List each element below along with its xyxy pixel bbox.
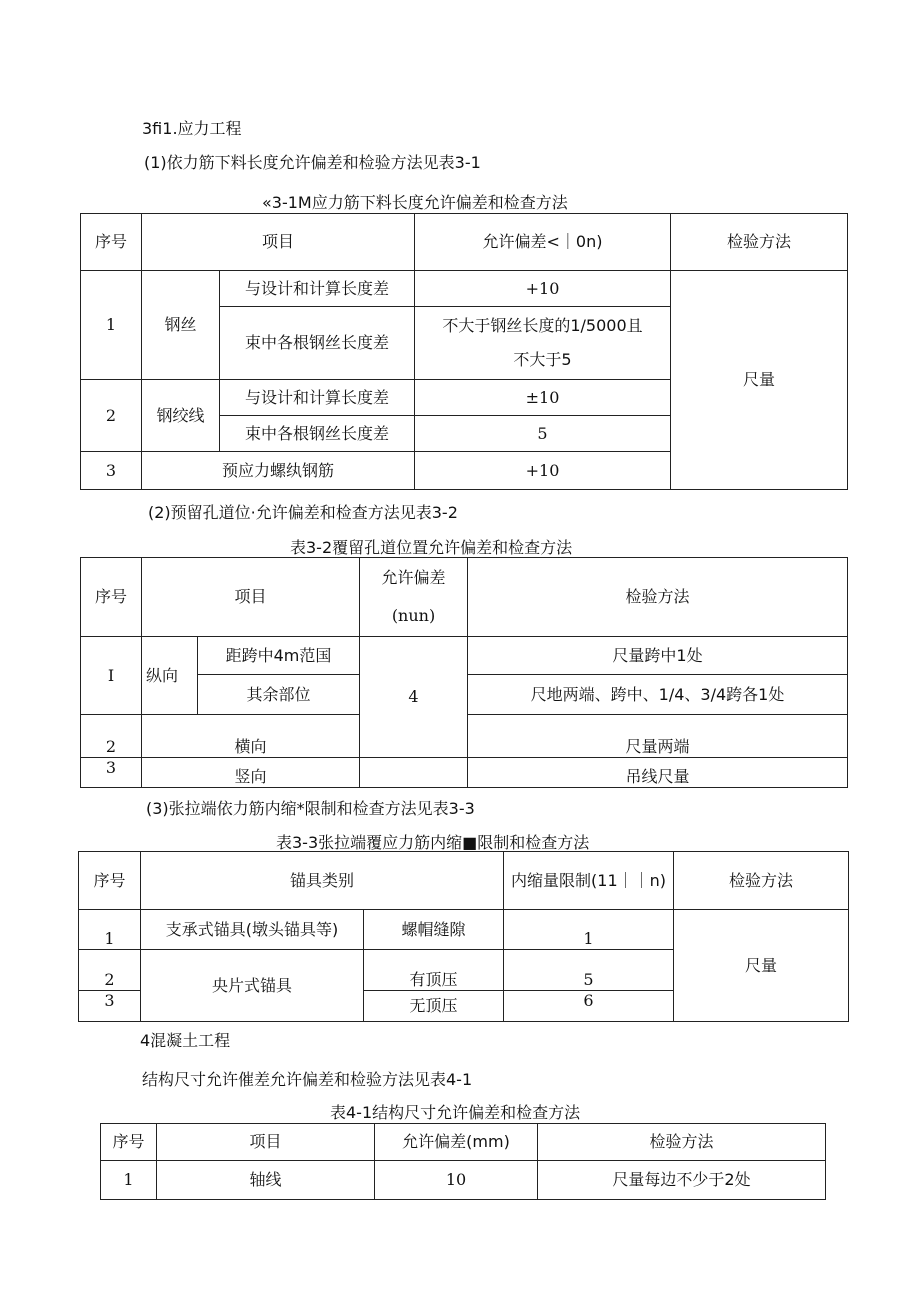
method-ends: 尺量两端 — [468, 715, 848, 758]
header-anchor-type: 锚具类别 — [141, 852, 504, 910]
row-no-1: 1 — [79, 910, 141, 950]
table-3-3-intro: (3)张拉端依力筋内缩*限制和检查方法见表3-3 — [146, 799, 475, 818]
item-vertical: 竖向 — [142, 758, 360, 788]
tolerance-line-1: 不大于钢丝长度的1/5000且 — [442, 316, 643, 335]
table-3-1-caption: «3-1M应力筋下料长度允许偏差和检查方法 — [262, 193, 568, 212]
item-wire-length-diff: 束中各根钢丝长度差 — [220, 416, 415, 452]
table-3-1 — [80, 213, 848, 490]
limit-value: 5 — [504, 950, 674, 991]
anchor-clip-type: 央片式锚具 — [141, 950, 364, 1022]
header-tolerance: 允许偏差<｜0n) — [415, 214, 671, 271]
row-no-2: 2 — [81, 380, 142, 452]
method-midspan: 尺量跨中1处 — [468, 637, 848, 675]
table-3-2 — [80, 557, 848, 788]
item-transverse: 横向 — [142, 715, 360, 758]
tolerance-value: +10 — [415, 452, 671, 490]
limit-value: 6 — [504, 991, 674, 1022]
tolerance-value: 5 — [415, 416, 671, 452]
sub-nut-gap: 螺帽缝隙 — [364, 910, 504, 950]
item-prestressed-screw-bar: 预应力螺纨钢筋 — [142, 452, 415, 490]
header-no: 序号 — [79, 852, 141, 910]
tolerance-value: ±10 — [415, 380, 671, 416]
row-no-2: 2 — [81, 715, 142, 758]
method-ends-quarters: 尺地两端、跨中、1/4、3/4跨各1处 — [468, 675, 848, 715]
table-4-1-caption: 表4-1结构尺寸允许偏差和检查方法 — [330, 1103, 581, 1122]
sub-without-jacking: 无顶压 — [364, 991, 504, 1022]
method-plumb-line: 吊线尺量 — [468, 758, 848, 788]
limit-value: 1 — [504, 910, 674, 950]
row-no-3: 3 — [81, 758, 142, 788]
table-4-1 — [100, 1123, 826, 1200]
row-no-3: 3 — [79, 991, 141, 1022]
row-no-1: 1 — [81, 271, 142, 380]
header-tolerance: 允许偏差(mm) — [375, 1124, 538, 1161]
table-3-3-caption: 表3-3张拉端覆应力筋内缩■限制和检查方法 — [276, 833, 590, 852]
item-other-parts: 其余部位 — [198, 675, 360, 715]
header-no: 序号 — [101, 1124, 157, 1161]
header-method: 检验方法 — [671, 214, 848, 271]
header-item: 项目 — [142, 214, 415, 271]
item-axis: 轴线 — [157, 1161, 375, 1200]
table-4-1-intro: 结构尺寸允许催差允许偏差和检验方法见表4-1 — [142, 1070, 473, 1089]
header-tolerance-label: 允许偏差 — [381, 568, 446, 587]
header-no: 序号 — [81, 214, 142, 271]
method-measure-each-side: 尺量每边不少于2处 — [538, 1161, 826, 1200]
header-tolerance — [360, 558, 468, 637]
anchor-support-type: 支承式锚具(墩头锚具等) — [141, 910, 364, 950]
row-no-1: 1 — [101, 1161, 157, 1200]
item-design-length-diff: 与设计和计算长度差 — [220, 271, 415, 307]
header-no: 序号 — [81, 558, 142, 637]
tolerance-empty — [360, 758, 468, 788]
table-3-3 — [78, 851, 849, 1022]
row-no-3: 3 — [81, 452, 142, 490]
tolerance-line-2: 不大于5 — [513, 350, 572, 369]
method-measure: 尺量 — [674, 910, 849, 1022]
table-3-2-caption: 表3-2覆留孔道位置允许偏差和检查方法 — [290, 538, 573, 557]
category-strand: 钢绞线 — [142, 380, 220, 452]
category-longitudinal: 纵向 — [142, 637, 198, 715]
table-3-1-intro: (1)依力筋下料长度允许偏差和检验方法见表3-1 — [144, 153, 481, 172]
item-wire-length-diff: 束中各根钢丝长度差 — [220, 307, 415, 380]
sub-with-jacking: 有顶压 — [364, 950, 504, 991]
row-no-2: 2 — [79, 950, 141, 991]
tolerance-value-wire — [415, 307, 671, 380]
tolerance-value: 10 — [375, 1161, 538, 1200]
row-no-1: I — [81, 637, 142, 715]
header-item: 项目 — [142, 558, 360, 637]
header-method: 检验方法 — [674, 852, 849, 910]
item-midspan-range: 距跨中4m范国 — [198, 637, 360, 675]
tolerance-value: +10 — [415, 271, 671, 307]
header-method: 检验方法 — [468, 558, 848, 637]
section-heading-prestress: 3fi1.应力工程 — [142, 119, 242, 138]
category-steel-wire: 钢丝 — [142, 271, 220, 380]
tolerance-value: 4 — [360, 637, 468, 758]
method-measure: 尺量 — [671, 271, 848, 490]
table-3-2-intro: (2)预留孔道位·允许偏差和检查方法见表3-2 — [148, 503, 458, 522]
header-item: 项目 — [157, 1124, 375, 1161]
header-tolerance-unit: (nun) — [391, 606, 436, 625]
header-method: 检验方法 — [538, 1124, 826, 1161]
section-heading-concrete: 4混凝土工程 — [140, 1031, 231, 1050]
item-design-length-diff: 与设计和计算长度差 — [220, 380, 415, 416]
header-retraction-limit: 内缩量限制(11｜｜n) — [504, 852, 674, 910]
